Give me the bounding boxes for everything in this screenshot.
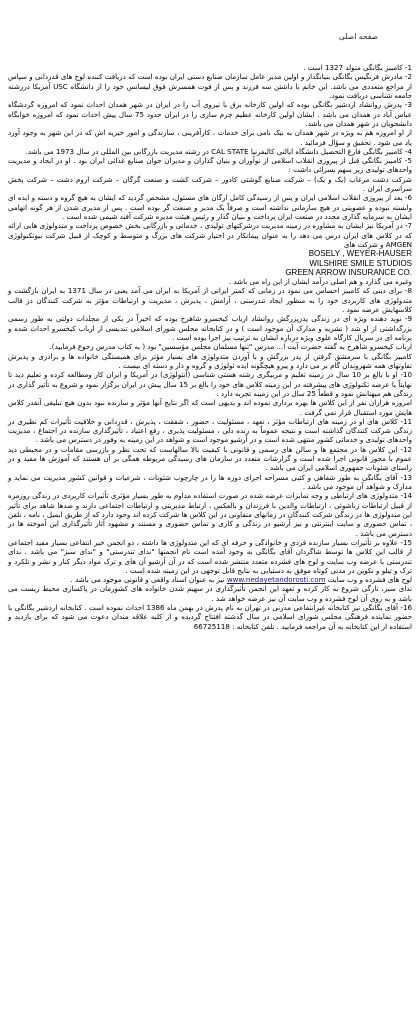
client-company-2: WILSHIRE SMILE STUDIOS	[309, 258, 412, 268]
paragraph-7-end: وغیره می گذارد و هم اصلی درآمد ایشان از این راه می باشد .	[228, 277, 412, 287]
document-body	[8, 63, 412, 631]
paragraph-1: 1- کامبیز بگانگی متولد 1327 است .	[303, 63, 412, 72]
website-prefix: لوح های فشرده و وب سایت	[327, 575, 412, 585]
paragraph-3: 3- پدرش روانشاد اردشیر بگانگی بوده که اولین کارخانه برق با نیروی آب را در ایران در شهر همدان احداث نمود که امروزه گردشگاه عباس آباد در همدان می باشد . ایشان اولین کارخانه عظیم چرم سازی را در ایران حدود 75 سال پیش احداث نمود که امروزه خوابگاه دانشجویان در شهر همدان می باشد.	[8, 100, 412, 128]
paragraph-9-note: کامبیز بگانگی با سرمشق گرفتن از پدر بزرگش و با آوردن متدولوژی های بسیار مؤثر برای همبستگی خانواده ها و برادری و پذیرش تفاوتهای همه شهروندان گام بر می دارد و پیرو هیچگونه ایده ئولوژی و گروه و دار و دسته ای نیست .	[8, 351, 412, 370]
website-suffix: نیز به عنوان اسناد واقعی و قانونی موجود می باشد .	[70, 575, 225, 585]
paragraph-16: 16- آقای بگانگی نیز کتابخانه غیرانتفاعی مدرنی در تهران به نام پدرش در بهمن ماه 1386 احداث نموده است . کتابخانه اردشیر بگانگی با حضور نماینده فرهنگی مجلس شورای اسلامی در سال گذشته افتتاح گردیده و از کلیه علاقه مندان دعوت می شود که برای بازدید و استفاده از این کتابخانه به آن مراجعه فرمایید . تلفن کتابخانه : 66725118	[8, 603, 412, 631]
paragraph-15: 15- علاوه بر تأثیرات بسیار سازنده فردی و خانوادگی و حرفه ای که این متدولوژی ها داشته ، دو انجمن خیر انتفاعی بسیار مفید اجتماعی از قالب این کلاس ها توسط شاگردان آقای بگانگی به وجود آمده است نام انجمنها "ندای تندرستی" و "ندای سبز" می باشد . ندای تندرستی با عرضه وب سایت و لوح های فشرده متعدد منتشر شده است که در آن آرشیو آن های و ترک مواد دیگر کنار و نشر و تلکرد و ترک و تیلو و تکوین در مدتی کوتاه موفق به دستیابی به نتایج قابل توجهی در این زمینه شده است .	[8, 537, 412, 575]
paragraph-5-companies: شرکت دشت مرغاب (یک و یک) – شرکت صنایع گوشتی کادور – شرکت کشت و صنعت گرگان – شرکت اروم دشت – شرکت پخش سراسری ایران .	[8, 174, 412, 194]
client-company-1: BOSELY , WEYER-HAUSER	[308, 249, 412, 259]
paragraph-4: 4- کامبیز بگانگی فارغ التحصیل دانشگاه ایالتی کالیفرنیا CAL STATE در رشته مدیریت بازرگانی بین المللی در سال 1973 می باشد.	[25, 146, 412, 156]
paragraph-8: 8- برای دینی که کامبیز احساس می نمود در زمانی که کمتر ایرانی از آمریکا به ایران می آمد یعنی در سال 1371 به ایران بازگشت و متدولوژی های کاربردی خود را به منظور ایجاد تندرستی ، آرامش ، پذیرش ، مدیریت و ارتباطات مؤثر به شرکت کنندگان در قالب کلاسهایش عرضه نمود .	[8, 286, 413, 315]
paragraph-6: 6- بعد از پیروزی انقلاب اسلامی ایران و پس از رسیدگی کامل ارگان های مسئول، مشخص گردید که ایشان به هیچ گروه و دسته و ایده ای وابسته نبوده و عضویتی در هیچ سازمانی نداشته است و صرفاً یک مدیر و صنعت گر بوده است . پس از مدیری شدن از هر گونه اتهامی ایشان به سرمایه گذاری مجدد در صنعت ایران پرداخت و بنیان گذار و رئیس هیئت مدیره شرکت آفند شیمی شده است .	[8, 193, 412, 221]
page-title: صفحه اصلی	[338, 32, 378, 41]
paragraph-14: 14- متدولوژی های ارتباطی و وجه تمایزات عرضه شده در صورت استفاده مداوم به طور بسیار مؤثری تأثیرات کاربردی در زندگی روزمره از قبیل ارتباطات زناشوئی ، ارتباطات والدین با فرزندان و بالعکس ، ارتباط مدیریتی و ارتباطات اجتماعی دارند و صدها شاهد برای تأثیر این متدولوژی ها در زندگی شرکت کنندگان در زمانهای متفاوتی در این کلاس ها شرکت کرده اند وجود دارد که از طریق ایمیل ، نامه ، تلفن ، تماس حضوری و سایت اینترنتی و نیز آرشیو در زندگی و کاری و تماس حضوری و مستند و مشهود آثار تأثیرگذاری این آموخته ها در دسترس می باشد .	[8, 491, 412, 538]
paragraph-10-note: امروزه هزاران نفر از این کلاس ها بهره برداری نموده اند و بدیهی است که اگر نتایج آنها مؤثر و سازنده نبود بدون هیچ تبلیغی آنقدر کلاس هایش مورد استقبال قرار نمی گرفت .	[8, 398, 412, 417]
paragraph-13: 13- آقای بگانگی به طور شفاهی و کتبی مسراحه اجرای دوره ها را در چارچوب شئونات ، شرعیات و قوانین کشور مدیریت می نماید و مدارک و شواهد آن موجود می باشد .	[8, 472, 412, 492]
paragraph-7: 7- در آمریکا نیز ایشان به مشاوره در زمینه مدیریت درشرکتهای تولیدی ، خدماتی و بازرگانی بخش خصوص پرداخت و متدولوژی هایی ارائه که در کلاس های ایران درس می دهد را به عنوان پیمانکار در اختیار شرکت های بزرگ و متوسط و کوچک از قبیل شرکت بیوتکنولوژی AMGEN و شرکت های	[8, 221, 412, 249]
paragraph-15-green: ندای سبز، تازگی شروع به کار کرده و تعهد این انجمن تأثیرگذاری در سهیم شدن خانواده های کشورمان در پاکسازی محیط زیست می باشد و به روی آن لوح فشرده و وب سایت آن نیز عرضه خواهد شد .	[8, 584, 412, 603]
paragraph-3-note: از او امروزه هم به ویژه در شهر همدان به نیک نامی برای خدمات ، کارآفرینی ، سازندگی و امور خیریه اش که در این شهر به وجود آورد یاد می شود . تحقیق و سؤال فرمائید .	[8, 128, 412, 147]
paragraph-5: 5- کامبیز بگانگی قبل از پیروزی انقلاب اسلامی از نوآوران و بنیان گذاران و مدیران جوان صنایع غذائی ایران بود . او در ایجاد و مدیریت واحدهای تولیدی زیر سهم بسزائی داشت :	[8, 156, 412, 175]
paragraph-12: 12- این کلاس ها در مجتمع ها و سالن های رسمی و قانونی با کیفیت بالا سالهاست که تحت نظر و بازرسی مقامات و در محیطی دید عموم با مجوز قانونی اجرا شده است و گزارشات متعدد در سازمان های رسیدگی مربوطه همگی بر آن هستند که آموزش ها مفید و در راستای شئونات جمهوری اسلامی ایران می باشد .	[8, 444, 412, 473]
paragraph-9: 9- نوید دهنده ویژه ای در زندگی پدرپزرگش روانشاد ارباب کیخسرو شاهرخ بوده که اخیراً در یکی از مجلدات دولتی به طور رسمی بزرگداشتی از او شد ( نشریه و مدارک آن موجود است ) و در کتابخانه مجلس شورای اسلامی تندیسی از ارباب کیخسرو احداث شده و برنامه ای در سریال کارگاه علوی ویژه درباره ایشان به ترتیب نیز اجرا بوده است .	[8, 314, 412, 343]
website-link[interactable]: www.nedayetandorosti.com	[226, 575, 326, 585]
paragraph-10: 10- او با بالغ بر 10 سال در زمینه تعلیم و مربیگری رشته هستی شناسی (آنتولوژی) در آمریکا و ایران کار ومطالعه کرده و تعلیم دید تا نهایتاً با عرضه تکنولوژی های پیشرفته در این زمینه کلاس های خود را بالغ بر 15 سال پیش در ایران برگزار نمود و شروع به تأثیر گذاری در زندگی هم میهنانش نمود و قطعاً 25 سال در این زمینه تجربه دارد .	[8, 370, 413, 398]
paragraph-9-quote: ارباب کیخسرو شاهرخ به گفته حضرت آیت ا... مدرس "تنها مسلمان مجلس مؤسسین" بود ( به کتاب مدرس رجوع فرمایید).	[49, 342, 412, 352]
paragraph-11: 11- کلاس های او در زمینه های ارتباطات مؤثر ، تعهد ، مسئولیت ، حضور ، شفقت ، پذیرش ، قدردانی و خلاقیت تأثیرات کم نظیری در زندگی شرکت کنندگان گذاشته است و نتیجه عموماً به زنده دلی ، مسئولیت پذیری ، رفع اعتیاد ، تأثیرگذاری سازنده در اجتماع ، مدیریت واحدهای تولیدی و خدماتی کشور منتهی شده است و در آرشیو موجود است و شواهد در این زمینه به وفور در دسترس می باشد .	[8, 416, 412, 445]
client-company-3: GREEN ARROW INSURANCE CO.	[285, 267, 412, 277]
paragraph-2: 2- مادرش فرنگیس بگانگی بنیانگذار و اولین مدیر عامل سازمان صنایع دستی ایران بوده است که دریافت کننده لوح های قدردانی و سپاس از مراجع متعددی می باشد. این خانم با داشتن سه فرزند و پس از فوت همسرش فوق لیسانس خود را از دانشگاه USC آمریکا دررشته جامعه شناسی دریافت نمود.	[8, 72, 412, 100]
